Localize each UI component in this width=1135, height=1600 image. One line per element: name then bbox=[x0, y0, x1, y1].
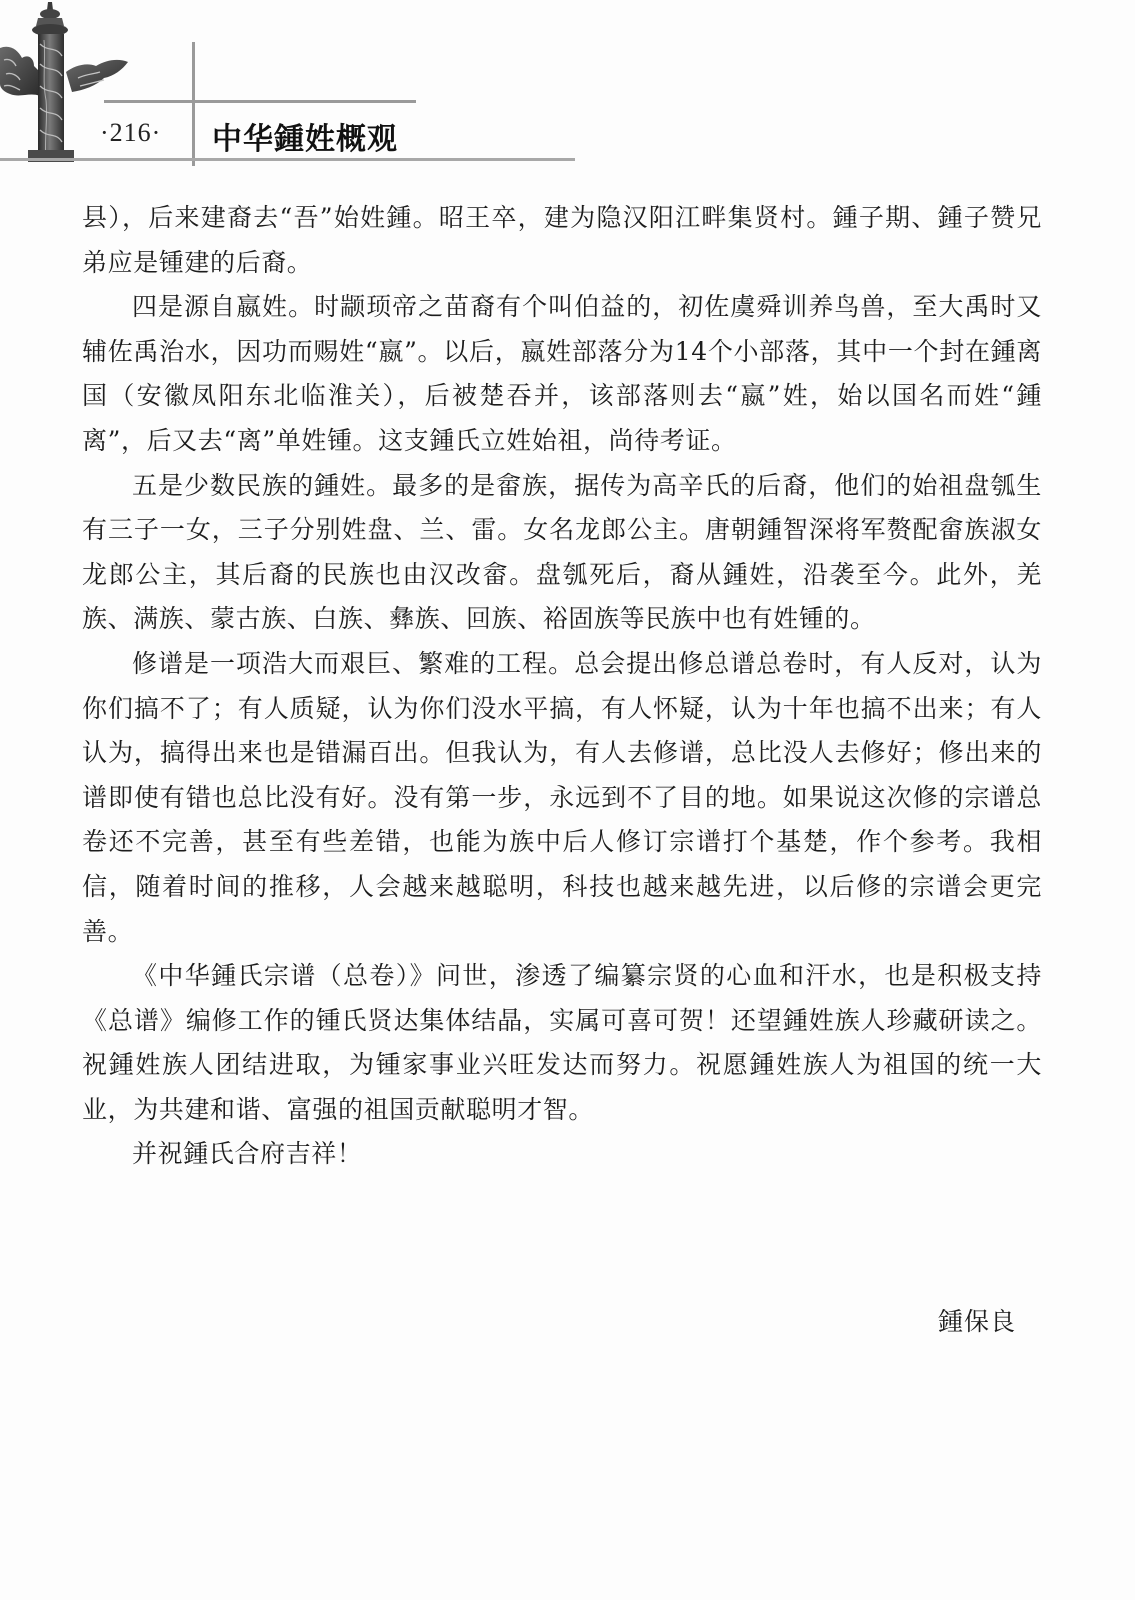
author-signature: 鍾保良 bbox=[938, 1307, 1017, 1336]
paragraph: 修谱是一项浩大而艰巨、繁难的工程。总会提出修总谱总卷时，有人反对，认为你们搞不了；有人质疑，认为你们没水平搞，有人怀疑，认为十年也搞不出来；有人认为，搞得出来也是错漏百出。但我认为，有人去修谱，总比没人去修好；修出来的谱即使有错也总比没有好。没有第一步，永远到不了目的地。如果说这次修的宗谱总卷还不完善，甚至有些差错，也能为族中后人修订宗谱打个基楚，作个参考。我相信，随着时间的推移，人会越来越聪明，科技也越来越先进，以后修的宗谱会更完善。 bbox=[82, 648, 1042, 946]
paragraph: 《中华鍾氏宗谱（总卷）》问世，渗透了编纂宗贤的心血和汗水，也是积极支持《总谱》编修工作的锺氏贤达集体结晶，实属可喜可贺！还望鍾姓族人珍藏研读之。祝鍾姓族人团结进取，为锺家事业兴旺发达而努力。祝愿鍾姓族人为祖国的统一大业，为共建和谐、富强的祖国贡献聪明才智。 bbox=[82, 961, 1042, 1124]
header-vertical-rule bbox=[192, 42, 195, 166]
header-top-rule bbox=[104, 100, 416, 103]
paragraph: 五是少数民族的鍾姓。最多的是畲族，据传为高辛氏的后裔，他们的始祖盘瓠生有三子一女，三子分别姓盘、兰、雷。女名龙郎公主。唐朝鍾智深将军赘配畲族淑女龙郎公主，其后裔的民族也由汉改畲。盘瓠死后，裔从鍾姓，沿袭至今。此外，羌族、满族、蒙古族、白族、彝族、回族、裕固族等民族中也有姓锺的。 bbox=[82, 470, 1042, 634]
paragraph: 四是源自嬴姓。时颛顼帝之苗裔有个叫伯益的，初佐虞舜训养鸟兽，至大禹时又辅佐禹治水，因功而赐姓“嬴”。以后，嬴姓部落分为14个小部落，其中一个封在鍾离国（安徽凤阳东北临淮关），后被楚吞并，该部落则去“嬴”姓，始以国名而姓“鍾离”，后又去“离”单姓锺。这支鍾氏立姓始祖，尚待考证。 bbox=[82, 292, 1042, 455]
header-bottom-rule bbox=[0, 158, 575, 161]
paragraph: 县），后来建裔去“吾”始姓鍾。昭王卒，建为隐汉阳江畔集贤村。鍾子期、鍾子赞兄弟应是锺建的后裔。 bbox=[82, 203, 1042, 277]
paragraph: 并祝鍾氏合府吉祥！ bbox=[132, 1139, 363, 1169]
body-text bbox=[82, 196, 1042, 1177]
page-header bbox=[0, 0, 580, 170]
book-title: 中华鍾姓概观 bbox=[212, 122, 398, 157]
page-number: ·216· bbox=[100, 118, 162, 147]
